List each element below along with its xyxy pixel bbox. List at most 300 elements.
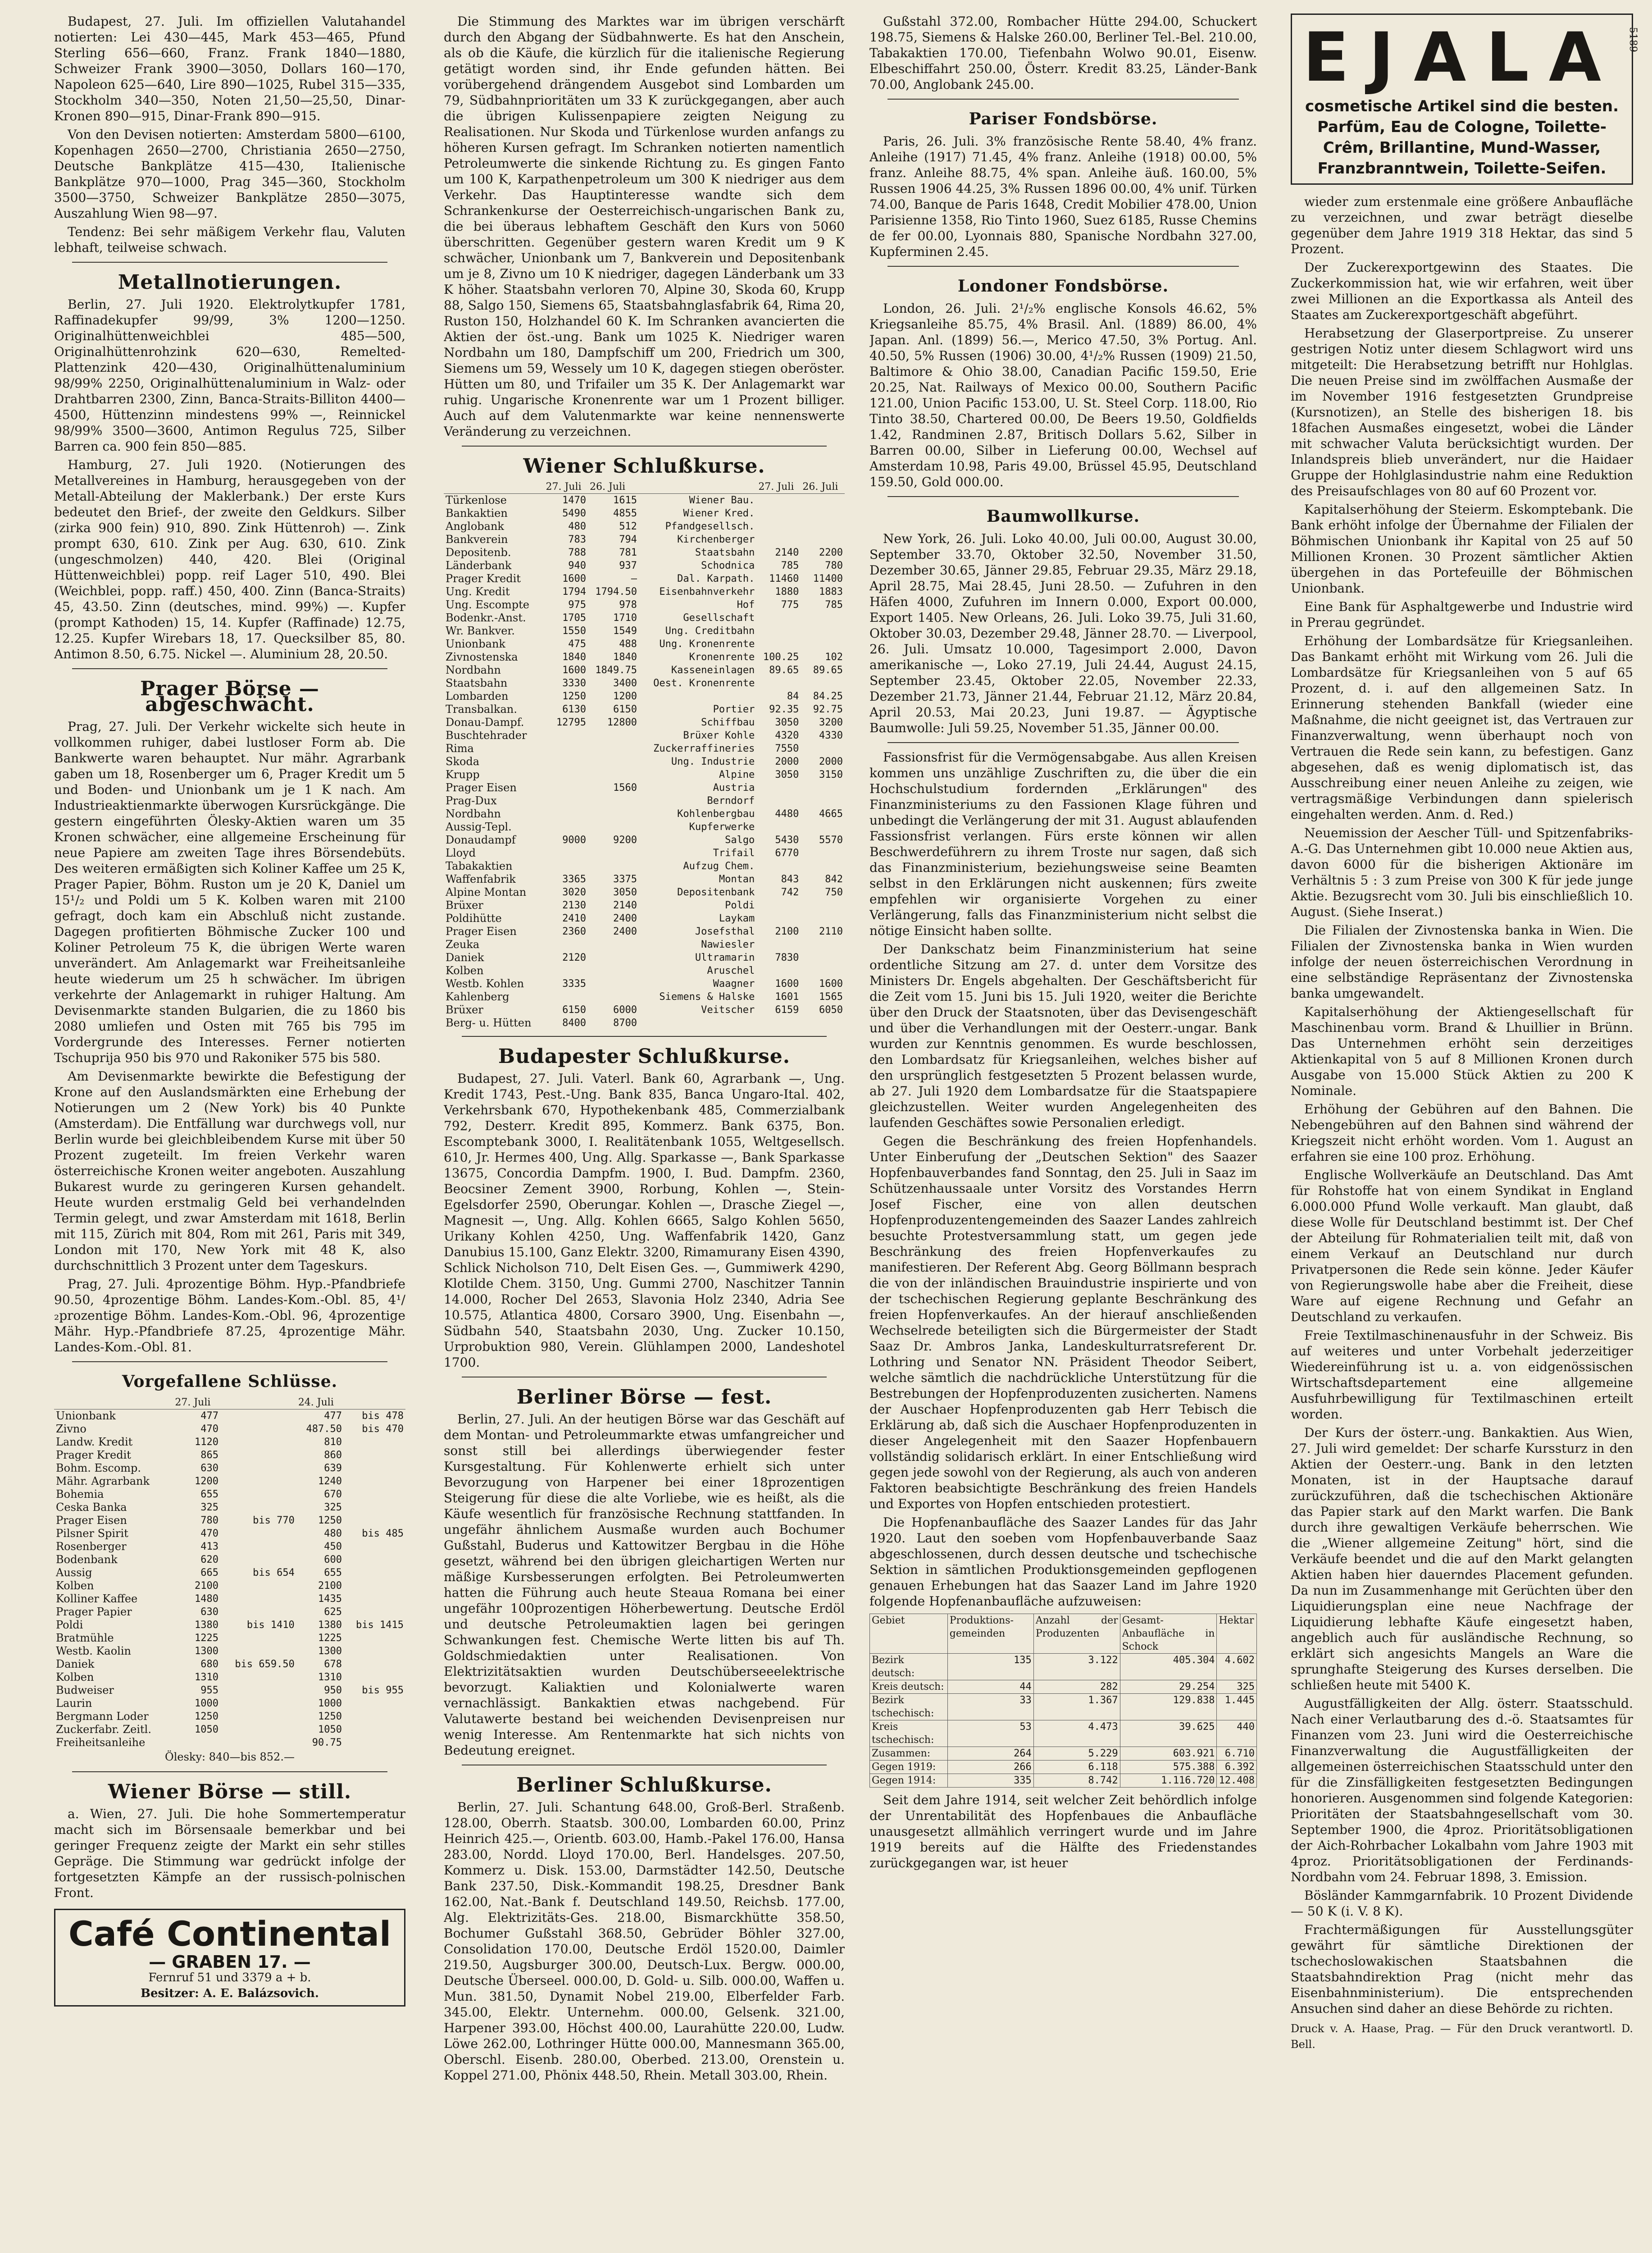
table-cell: Poldi (725, 900, 755, 911)
table-cell: 1225 (195, 1633, 218, 1644)
table-cell: 1560 (613, 782, 637, 794)
table-cell: Bratmühle (56, 1632, 114, 1644)
table-cell: 2130 (562, 900, 587, 911)
table-cell: Austria (713, 782, 755, 794)
cafe-name: Café Continental (68, 1914, 391, 1954)
table-cell: 4320 (775, 730, 799, 741)
table-cell (588, 755, 639, 768)
table-cell (344, 1553, 405, 1566)
table-cell: Westb. Kaolin (56, 1645, 131, 1657)
table-cell (801, 964, 845, 977)
table-cell: 2000 (775, 756, 799, 767)
table-cell: 5490 (562, 508, 587, 519)
table-cell (344, 1736, 405, 1749)
table-cell (544, 990, 588, 1003)
table-cell: 477 (324, 1410, 342, 1422)
table-cell (544, 964, 588, 977)
table-cell (801, 625, 845, 638)
table-cell: 1250 (562, 691, 587, 702)
table-row (54, 1527, 405, 1540)
column-header: 27. Juli (544, 480, 588, 494)
table-cell: Krupp (446, 768, 480, 781)
table-cell (756, 912, 801, 925)
divider (72, 668, 387, 669)
table-cell (588, 951, 639, 964)
table-cell: Schiffbau (701, 717, 755, 728)
table-cell (801, 847, 845, 860)
table-cell: 470 (200, 1528, 218, 1539)
table-cell: 1600 (562, 573, 587, 584)
budapest-text: Budapest, 27. Juli. Vaterl. Bank 60, Agrarbank —, Ung. Kredit 1743, Pest.-Ung. Bank 835, Banca Ungaro-Ital. 402, Verkehrsbank 670, Hypothekenbank 485, Commerzialbank 792, Desterr. Kredit 895, Kommerz. Bank 6375, Bon. Escomptebank 3000, I. Realitätenbank 1055, Weltgesellsch. 610, Jr. Hermes 400, Ung. Allg. Sparkasse —, Bank Sparkasse 13675, Concordia Dampfm. 1900, I. Bud. Dampfm. 2360, Beocsiner Zement 3900, Rorbung, Kohlen —, Stein-Egelsdorfer 2590, Oberungar. Kohlen —, Drasche Ziegel —, Magnesit —, Ung. Allg. Kohlen 6665, Salgo Kohlen 5650, Urikany Kohlen 4250, Ung. Waffenfabrik 1420, Ganz Danubius 15.100, Ganz Elektr. 3200, Rimamurany Eisen 4390, Schlick Nicholson 710, Delt Eisen Ges. —, Gummiwerk 4290, Klotilde Chem. 3150, Ung. Gummi 2700, Naschitzer Tannin 14.000, Rocher Del 2653, Slavonia Holz 2340, Adria See 10.575, Atlantica 4800, Corsaro 3900, Ung. Eisenbahn —, Südbahn 540, Staatsbahn 2030, Ung. Zucker 10.150, Urprobuktion 980, Verein. Glühlampen 2000, Landeshotel 1700. (444, 1071, 845, 1370)
table-cell: Mähr. Agrarbank (56, 1475, 150, 1487)
table-cell: Prager Kredit (56, 1449, 131, 1461)
table-row (54, 1501, 405, 1514)
table-cell (173, 1736, 220, 1749)
table-cell: 680 (200, 1659, 218, 1670)
table-row (444, 533, 845, 546)
table-cell: 4330 (819, 730, 843, 741)
heading-prager-boerse: Prager Börse — abgeschwächt. (140, 677, 319, 716)
heading-baumwollkurse: Baumwollkurse. (986, 507, 1140, 526)
table-cell: 2000 (819, 756, 843, 767)
news-item: Frachtermäßigungen für Ausstellungsgüter gewährt für sämtliche Direktionen der tschechoslowakischen Staatsbahnen die Staatsbahndirektion Prag (nicht mehr das Eisenbahnministerium). Die entsprechenden Ansuchen sind daher an diese Behörde zu richten. (1291, 1922, 1633, 2016)
table-cell: 1600 (819, 978, 843, 990)
table-cell: Wiener Kred. (683, 508, 755, 519)
table-cell: 1615 (613, 495, 637, 506)
table-cell (756, 781, 801, 794)
table-row (54, 1409, 405, 1423)
heading-vorgefallene-schluesse: Vorgefallene Schlüsse. (122, 1372, 338, 1391)
news-item: Englische Wollverkäufe an Deutschland. Das Amt für Rohstoffe hat von einem Syndikat in England 6.000.000 Pfund Wolle verkauft. Man glaubt, daß diese Wolle für Deutschland bestimmt ist. Der Chef der Abteilung für Rohmaterialien teilt mit, daß von einem Verkauf an Deutschland nur durch Privatpersonen die Rede sein könne. Jeder Käufer von Regierungswolle habe aber die Freiheit, diese Ware auf eigene Rechnung und Gefahr an Deutschland zu verkaufen. (1291, 1168, 1633, 1324)
table-cell: Ung. Kredit (446, 585, 510, 598)
table-cell: Zeuka (446, 938, 480, 951)
table-cell (756, 677, 801, 690)
table-cell: 1710 (613, 612, 637, 624)
table-cell: 4.473 (1033, 1720, 1120, 1747)
table-row (870, 1694, 1257, 1720)
table-cell: Laurin (56, 1697, 92, 1710)
table-cell (544, 768, 588, 781)
table-cell (344, 1566, 405, 1579)
table-cell: Donaudampf (446, 834, 516, 846)
table-row (870, 1720, 1257, 1747)
table-row (444, 1003, 845, 1017)
table-cell: 1600 (562, 665, 587, 676)
heading-berliner-schlusskurse: Berliner Schlußkurse. (516, 1774, 772, 1797)
table-cell (544, 807, 588, 821)
divider (462, 1036, 827, 1037)
table-cell: 282 (1033, 1680, 1120, 1694)
table-cell (801, 611, 845, 625)
table-cell: Bohemia (56, 1488, 104, 1500)
table-row (54, 1671, 405, 1684)
table-row (444, 821, 845, 834)
news-item: Der Kurs der österr.-ung. Bankaktien. Aus Wien, 27. Juli wird gemeldet: Der scharfe Kurssturz in den Aktien der Oesterr.-ung. Bank in den letzten Monaten, ist in der Hauptsache darauf zurückzuführen, daß die tschechischen Aktionäre das Papier stark auf den Markt warfen. Die Bank durch ihre gewaltigen Verkäufe beherrschen. Wie die „Wiener allgemeine Zeitung" hört, sind die Verkäufe beendet und die auf den Markt gelangten Aktien haben hier dauerndes Placement gefunden. Da nun im Zusammenhange mit Gerüchten über den Liquidierungsplan eine neue Nachfrage der Liquidierung lebhafte Käufe eingesetzt haben, angeblich auch für ausländische Rechnung, so erklärt sich angesichts Mangels an Ware die sprunghafte Steigerung des Kurses derselben. Die schließen heute mit 5400 K. (1291, 1425, 1633, 1692)
table-row (444, 494, 845, 507)
table-row (444, 912, 845, 925)
column-header: Produktions-gemeinden (947, 1614, 1033, 1654)
table-cell: Kolben (56, 1671, 94, 1683)
table-cell: 6.710 (1217, 1747, 1257, 1760)
table-cell (220, 1632, 296, 1645)
table-cell: 1240 (318, 1476, 342, 1487)
table-cell (801, 794, 845, 807)
table-cell: Alpine (719, 769, 755, 780)
table-cell: Daniek (446, 951, 484, 964)
column-header: 27. Juli (173, 1396, 220, 1409)
table-cell: Türkenlose (446, 494, 507, 506)
table-cell: Ultramarin (695, 952, 755, 963)
table-cell (220, 1736, 296, 1749)
table-cell (220, 1423, 296, 1436)
table-cell (220, 1409, 296, 1423)
table-cell: 1849.75 (595, 665, 637, 676)
table-cell: 3200 (819, 717, 843, 728)
table-cell: Rima (446, 742, 474, 755)
table-cell: 620 (200, 1554, 218, 1565)
table-cell: Berndorf (707, 795, 755, 807)
table-cell: 7830 (775, 952, 799, 963)
column-header: Gebiet (870, 1614, 948, 1654)
table-row (870, 1774, 1257, 1788)
table-cell (756, 899, 801, 912)
table-cell: 794 (619, 534, 637, 545)
table-cell (344, 1632, 405, 1645)
table-cell: 1300 (195, 1646, 218, 1657)
table-cell: Kolben (56, 1579, 94, 1592)
table-cell: 630 (200, 1606, 218, 1618)
table-cell: 788 (568, 547, 587, 558)
table-row (444, 781, 845, 794)
table-row (54, 1658, 405, 1671)
table-row (444, 847, 845, 860)
table-cell (344, 1671, 405, 1684)
table-cell: 135 (947, 1654, 1033, 1680)
prag-text-1: Prag, 27. Juli. Der Verkehr wickelte sich heute in vollkommen ruhiger, dabei lustloser Form ab. Die Bankwerte waren behauptet. Nur mähr. Agrarbank gaben um 18, Rosenberger um 6, Prager Kredit um 5 und Boden- und Unionbank um je 1 K nach. Am Industrieaktienmarkte überwogen Kursrückgänge. Die gestern eingeführten Ölesky-Aktien waren um 35 Kronen schwächer, eine allgemeine Erscheinung für neue Papiere am zweiten Tage ihres Börsendebüts. Des weiteren ermäßigten sich Koliner Kaffee um 25 K, Prager Papier, Böhm. Ruston um je 20 K, Daniel um 15¹/₂ und Poldi um 5 K. Kolben waren mit 2100 gefragt, doch kam ein Abschluß nicht zustande. Dagegen profitierten Böhmische Zucker 100 und Koliner Petroleum 75 K, die übrigen Werte waren unverändert. Am Anlagemarkt war Freiheitsanleihe heute wiederum um 25 h schwächer. Im übrigen verkehrte der Anlagemarkt in ruhiger Haltung. Am Devisenmarkte standen Bulgarien, die zu 1860 bis 2080 umliefen und Osten mit 765 bis 795 im Vordergrunde des Interesses. Ferner notierten Tschuprija 950 bis 970 und Rakoniker 575 bis 580. (54, 719, 405, 1065)
table-cell: 1600 (775, 978, 799, 990)
table-cell: 975 (568, 599, 587, 611)
table-cell: 4665 (819, 808, 843, 820)
table-cell (344, 1723, 405, 1736)
table-cell: bis 955 (362, 1685, 404, 1696)
table-cell: 1880 (775, 586, 799, 597)
table-cell: 2110 (819, 926, 843, 937)
table-row (444, 585, 845, 598)
table-cell (220, 1488, 296, 1501)
column-header: 24. Juli (296, 1396, 344, 1409)
table-row (444, 860, 845, 873)
table-row (54, 1462, 405, 1475)
cafe-owner: Besitzer: A. E. Balázsovich. (141, 1987, 319, 2000)
table-row (54, 1710, 405, 1723)
table-cell (588, 729, 639, 742)
table-cell: Zivnostenska (446, 651, 518, 663)
table-cell: Bodenbank (56, 1553, 118, 1566)
table-cell: Prager Papier (56, 1605, 132, 1618)
table-cell: 5.229 (1033, 1747, 1120, 1760)
table-cell: Daniek (56, 1658, 95, 1670)
table-cell: 7550 (775, 743, 799, 754)
table-cell (756, 821, 801, 834)
table-cell: 440 (1217, 1720, 1257, 1747)
table-cell (756, 860, 801, 873)
table-cell: Prager Kredit (446, 572, 521, 585)
table-cell: Pilsner Spirit (56, 1527, 128, 1540)
table-row (444, 507, 845, 520)
table-cell: 477 (200, 1410, 218, 1422)
table-cell: Aufzug Chem. (683, 861, 755, 872)
table-cell: 8.742 (1033, 1774, 1120, 1788)
table-cell: 1380 (318, 1619, 342, 1631)
table-cell: 1.445 (1217, 1694, 1257, 1720)
table-row (54, 1540, 405, 1553)
table-cell: Zuckerfabr. Zeitl. (56, 1723, 151, 1736)
table-cell: 266 (947, 1760, 1033, 1774)
column-1 (54, 14, 405, 2253)
table-row (444, 977, 845, 990)
table-row (444, 546, 845, 559)
table-row (444, 611, 845, 625)
table-row (444, 677, 845, 690)
table-cell: Laykam (719, 913, 755, 924)
table-cell: 1000 (195, 1698, 218, 1709)
table-cell: Berg- u. Hütten (446, 1017, 532, 1029)
table-cell: Kahlenberg (446, 990, 510, 1003)
table-cell: 810 (324, 1437, 342, 1448)
table-cell: 33 (947, 1694, 1033, 1720)
table-cell: Dal. Karpath. (677, 573, 755, 584)
table-cell (588, 964, 639, 977)
table-cell (344, 1697, 405, 1710)
table-cell: Eisenbahnverkehr (659, 586, 755, 597)
table-cell (344, 1462, 405, 1475)
table-cell: Lloyd (446, 847, 476, 859)
table-cell: 9000 (562, 835, 587, 846)
table-cell: Kolliner Kaffee (56, 1592, 138, 1605)
table-cell: Bankverein (446, 533, 508, 546)
table-row (444, 572, 845, 585)
table-cell: 639 (324, 1463, 342, 1474)
table-cell: Ung. Escompte (446, 598, 529, 611)
table-cell (801, 494, 845, 507)
table-cell: 1480 (195, 1593, 218, 1605)
baumwoll-text: New York, 26. Juli. Loko 40.00, Juli 00.00, August 30.00, September 33.70, Oktober 32.50, November 31.50, Dezember 30.65, Jänner 29.85, Februar 29.35, März 29.18, April 28.75, Mai 28.45, Juni 28.50. — Zufuhren in den Häfen 4000, Zufuhren im Innern 0.000, Export 00.000, Export 1405. New Orleans, 26. Juli. Loko 39.75, Juli 31.60, Oktober 30.03, Dezember 29.48, Jänner 28.70. — Liverpool, 26. Juli. Umsatz 10.000, Tagesimport 2.000, Davon amerikanische —, Loko 27.19, Juli 24.44, August 24.15, September 23.45, Oktober 22.05, November 22.33, Dezember 21.73, Jänner 21.44, Februar 21.12, März 20.84, April 20.53, Mai 20.23, Juni 19.87. — Ägyptische Baumwolle: Juli 59.25, November 51.35, Jänner 00.00. (869, 531, 1257, 735)
column-header: 26. Juli (801, 480, 845, 494)
table-cell: 1549 (613, 625, 637, 637)
table-cell: 6150 (562, 1004, 587, 1016)
table-cell: Unionbank (446, 638, 505, 650)
table-cell: Prager Eisen (446, 925, 517, 938)
table-row (444, 794, 845, 807)
table-cell: 11400 (813, 573, 843, 584)
table-cell: Kreis tschechisch: (870, 1720, 948, 1747)
table-cell (344, 1488, 405, 1501)
table-cell: Josefsthal (695, 926, 755, 937)
table-cell: 8400 (562, 1017, 587, 1029)
table-cell: 3050 (775, 769, 799, 780)
table-cell: 129.838 (1120, 1694, 1217, 1720)
table-cell: 470 (200, 1423, 218, 1435)
table-cell: 480 (324, 1528, 342, 1539)
table-row (444, 625, 845, 638)
table-row (444, 638, 845, 651)
table-cell: 1050 (195, 1724, 218, 1735)
table-cell: 1840 (562, 652, 587, 663)
table-cell (544, 781, 588, 794)
berliner-schlusskurse-text: Berlin, 27. Juli. Schantung 648.00, Groß-Berl. Straßenb. 128.00, Oberrh. Staatsb. 300.00, Lombarden 60.00, Prinz Heinrich 425.—, Orientb. 603.00, Hamb.-Pakel 176.00, Hansa 283.00, Nordd. Lloyd 170.00, Berl. Handelsges. 207.50, Kommerz u. Disk. 153.00, Darmstädter 142.50, Deutsche Bank 237.50, Disk.-Kommandit 198.25, Dresdner Bank 162.00, Nat.-Bank f. Deutschland 149.50, Reichsb. 177.00, Alg. Elektrizitäts-Ges. 218.00, Bismarckhütte 358.50, Bochumer Gußstahl 368.50, Gebrüder Böhler 327.00, Consolidation 170.00, Deutsche Erdöl 1520.00, Daimler 219.50, Augsburger 300.00, Deutsch-Lux. Bergw. 000.00, Deutsche Überseel. 000.00, D. Gold- u. Silb. 000.00, Waffen u. Mun. 381.50, Dynamit Nobel 219.00, Elberfelder Farb. 345.00, Elektr. Unternehm. 000.00, Gelsenk. 321.00, Harpener 393.00, Höchst 400.00, Laurahütte 220.00, Ludw. Löwe 262.00, Lothringer Hütte 000.00, Mannesmann 365.00, Oberschl. Eisenb. 280.00, Oberbed. 213.00, Orenstein u. Koppel 271.00, Phönix 448.50, Rhein. Metall 303.00, Rhein. (444, 1800, 845, 2083)
table-cell: Gesellschaft (683, 612, 755, 624)
table-cell (756, 520, 801, 533)
hopfenanbau-text: Die Hopfenanbaufläche des Saazer Landes für das Jahr 1920. Laut den soeben vom Hopfenbauverbande Saaz abgeschlossenen, durch dessen deutsche und tschechische Sektion in sämtlichen Produktionsgemeinden gepflogenen genauen Erhebungen hat das Saazer Land im Jahre 1920 folgende Hopfenanbaufläche aufzuweisen: (869, 1515, 1257, 1609)
table-row (444, 1017, 845, 1030)
table-cell: 1840 (613, 652, 637, 663)
table-cell: 325 (1217, 1680, 1257, 1694)
table-cell (344, 1514, 405, 1527)
table-cell: Ung. Industrie (671, 756, 755, 767)
news-item: Erhöhung der Lombardsätze für Kriegsanleihen. Das Bankamt erhöht mit Wirkung vom 26. Juli die Lombardsätze für Kriegsanleihen von 5 auf 65 Prozent, d. i. auf den allgemeinen Satz. In Erinnerung stehenden Bankfall (wieder eine Maßnahme, die nicht geeignet ist, das Vertrauen zur Finanzverwaltung, wenn überhaupt noch von Vertrauen die Rede sein kann, zu befestigen. Ganz abgesehen, daß es wenig diplomatisch ist, das Ausschreibung einer neuen Anleihe zu zeigen, wie vertragsmäßige Verbindungen dann spielerisch eingehalten werden. Anm. d. Red.) (1291, 634, 1633, 822)
table-cell: 2100 (775, 926, 799, 937)
table-cell (344, 1579, 405, 1592)
schluesse-table (54, 1396, 405, 1749)
table-cell: 84.25 (813, 691, 843, 702)
table-cell: 775 (781, 599, 799, 611)
table-cell: 325 (200, 1502, 218, 1513)
table-cell: 1250 (318, 1711, 342, 1722)
table-cell (220, 1527, 296, 1540)
table-cell (220, 1605, 296, 1619)
news-item: Kapitalserhöhung der Steierm. Eskomptebank. Die Bank erhöht infolge der Übernahme der Filialen der Böhmischen Unionbank ihr Kapital von 25 auf 50 Millionen Kronen. 30 Prozent sämtlicher Aktien übergehen in das Portefeuille der Böhmischen Unionbank. (1291, 502, 1633, 596)
news-item: Freie Textilmaschinenausfuhr in der Schweiz. Bis auf weiteres und unter Vorbehalt jederzeitiger Wiedereinführung ist u. a. von eidgenössischen Wirtschaftsdepartement eine allgemeine Ausfuhrbewilligung für Textilmaschinen erteilt worden. (1291, 1328, 1633, 1422)
ejala-line: Crêm, Brillantine, Mund-Wasser, (1323, 139, 1601, 157)
table-cell (801, 533, 845, 546)
table-cell: 2100 (318, 1580, 342, 1592)
news-item: Kapitalserhöhung der Aktiengesellschaft für Maschinenbau vorm. Brand & Lhuillier in Brünn. Das Unternehmen erhöht sein derzeitiges Aktienkapital von 5 auf 8 Millionen Kronen durch Ausgabe von 15.000 Stück Aktien zu 200 K Nominale. (1291, 1004, 1633, 1098)
table-cell: bis 485 (362, 1528, 404, 1539)
table-cell (588, 990, 639, 1003)
table-cell: 102 (825, 652, 843, 663)
table-cell: 1250 (318, 1515, 342, 1526)
table-cell (801, 677, 845, 690)
table-cell: 12800 (607, 717, 637, 728)
table-cell (220, 1462, 296, 1475)
table-cell (344, 1605, 405, 1619)
table-cell: Bezirk tschechisch: (870, 1694, 948, 1720)
prag-text-2: Am Devisenmarkte bewirkte die Befestigung der Krone auf den Auslandsmärkten eine Erhebung der Notierungen um 2 (New York) bis 40 Punkte (Amsterdam). Die Entfällung war durchwegs voll, nur Berlin wurde bei gleichbleibendem Kurse mit über 50 Prozent zugeteilt. Im freien Verkehr waren österreichische Kronen weiter angeboten. Auszahlung Bukarest wurde zu geringeren Kursen gehandelt. Heute wurden erstmalig Geld bei verhandelnden Termin gelegt, und zwar Amsterdam mit 1618, Berlin mit 115, Zürich mit 804, Rom mit 261, Paris mit 349, London mit 170, New York mit 48 K, also durchschnittlich 3 Prozent unter dem Tageskurs. (54, 1069, 405, 1273)
table-cell: 92.75 (813, 704, 843, 715)
table-cell: 2120 (562, 952, 587, 963)
table-cell: 781 (619, 547, 637, 558)
table-cell: Bankaktien (446, 507, 508, 520)
table-cell: 1.367 (1033, 1694, 1120, 1720)
column-header (54, 1396, 173, 1409)
table-cell (220, 1710, 296, 1723)
table-cell (344, 1592, 405, 1605)
table-row (54, 1619, 405, 1632)
table-cell: bis 654 (253, 1567, 295, 1578)
table-cell: Unionbank (56, 1409, 116, 1422)
table-row (54, 1697, 405, 1710)
column-4 (1291, 14, 1633, 2253)
table-cell (588, 807, 639, 821)
table-row (54, 1736, 405, 1749)
table-row (444, 925, 845, 938)
table-cell: 480 (568, 521, 587, 532)
table-cell: 2200 (819, 547, 843, 558)
table-cell: 2100 (195, 1580, 218, 1592)
column-header (444, 480, 544, 494)
table-cell: 6000 (613, 1004, 637, 1016)
table-cell: 1601 (775, 991, 799, 1003)
table-cell: Schodnica (701, 560, 755, 571)
table-cell: Brüxer (446, 1003, 483, 1016)
table-cell: Montan (719, 874, 755, 885)
table-cell: Prager Eisen (446, 781, 517, 794)
table-cell: 84 (787, 691, 799, 702)
table-cell: 1883 (819, 586, 843, 597)
column-header (639, 480, 756, 494)
table-cell: Veitscher (701, 1004, 755, 1016)
divider (887, 496, 1239, 497)
table-cell: Waagner (713, 978, 755, 990)
table-cell: Gegen 1914: (870, 1774, 948, 1788)
table-cell: 1794.50 (595, 586, 637, 597)
column-header: 26. Juli (588, 480, 639, 494)
table-cell: 750 (825, 887, 843, 898)
table-cell: 92.35 (769, 704, 799, 715)
table-cell: 5430 (775, 835, 799, 846)
table-cell: bis 659.50 (235, 1659, 295, 1670)
table-row (54, 1449, 405, 1462)
ejala-line: Franzbranntwein, Toilette-Seifen. (1317, 160, 1606, 178)
table-cell: bis 1410 (246, 1619, 295, 1631)
table-cell (344, 1658, 405, 1671)
table-cell (588, 821, 639, 834)
heading-wiener-schlusskurse: Wiener Schlußkurse. (523, 455, 765, 478)
table-cell (588, 938, 639, 951)
ejala-brand: EJALA (1302, 18, 1621, 97)
table-row (54, 1436, 405, 1449)
table-cell: Kreis deutsch: (870, 1680, 948, 1694)
table-cell: Gegen 1919: (870, 1760, 948, 1774)
table-cell (220, 1723, 296, 1736)
table-cell: Lombarden (446, 690, 509, 702)
table-cell: 1250 (195, 1711, 218, 1722)
table-row (444, 520, 845, 533)
table-row (444, 899, 845, 912)
table-cell: Brüxer (446, 899, 483, 912)
column-2 (444, 14, 845, 2253)
table-cell (544, 755, 588, 768)
table-cell: 1200 (195, 1476, 218, 1487)
table-cell: 475 (568, 639, 587, 650)
table-cell: Nordbahn (446, 807, 501, 820)
table-cell: 1380 (195, 1619, 218, 1631)
table-row (54, 1514, 405, 1527)
table-cell: Oest. Kronenrente (653, 678, 755, 689)
table-cell: 3.122 (1033, 1654, 1120, 1680)
table-cell: 1000 (318, 1698, 342, 1709)
table-cell: Pfandgesellsch. (665, 521, 755, 532)
table-cell: Zuckerraffineries (653, 743, 755, 754)
table-cell: 450 (324, 1541, 342, 1552)
table-row (444, 938, 845, 951)
table-cell: 39.625 (1120, 1720, 1217, 1747)
table-cell: Bezirk deutsch: (870, 1654, 948, 1680)
table-cell (801, 520, 845, 533)
table-cell: Kasseneinlagen (671, 665, 755, 676)
table-cell (544, 794, 588, 807)
news-item: wieder zum erstenmale eine größere Anbaufläche zu verzeichnen, und zwar beträgt dieselbe gegenüber dem Jahre 1919 318 Hektar, das sind 5 Prozent. (1291, 194, 1633, 256)
